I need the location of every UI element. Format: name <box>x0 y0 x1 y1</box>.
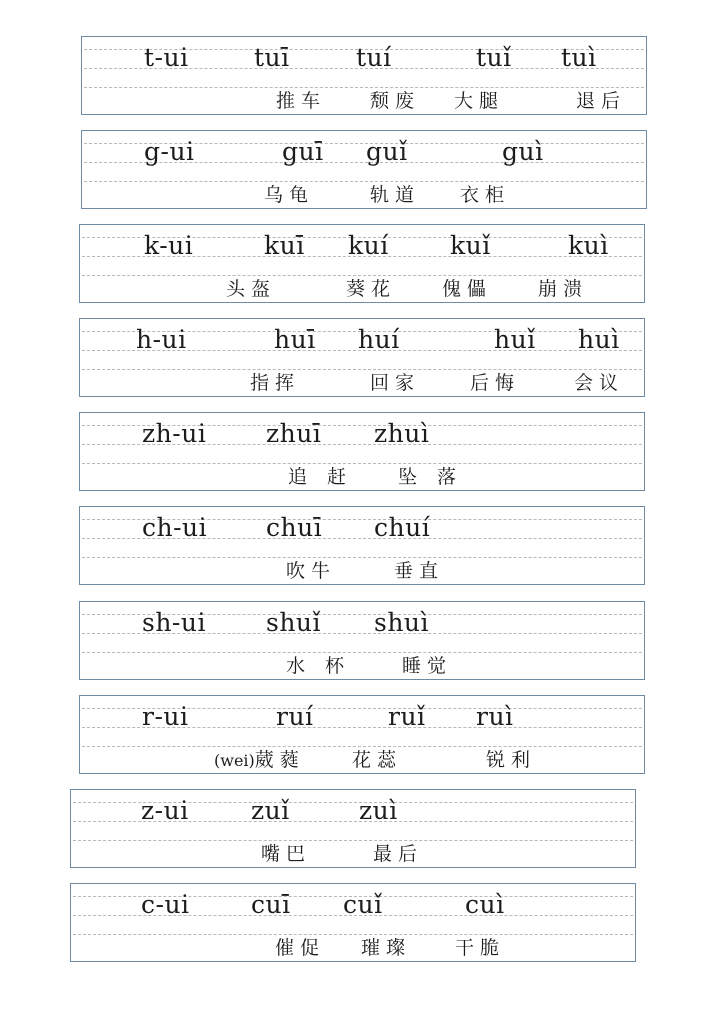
word-2: 葵花 <box>346 278 397 300</box>
word-1: 头盔 <box>226 278 277 300</box>
syllable-label: sh-ui <box>142 608 206 637</box>
word-2: 垂直 <box>394 560 445 582</box>
guide-line <box>84 181 644 182</box>
pinyin-card-r-ui <box>79 695 645 774</box>
tone-3: cuì <box>465 890 505 919</box>
tone-3: ruì <box>476 702 514 731</box>
tone-2: cuǐ <box>343 890 383 919</box>
syllable-label: g-ui <box>144 137 195 166</box>
word-2: 最后 <box>373 843 424 865</box>
word-2: 颓废 <box>370 90 421 112</box>
tone-1: cuī <box>251 890 291 919</box>
syllable-label: t-ui <box>144 43 189 72</box>
word-1-prefix: (wei) <box>214 751 255 770</box>
pinyin-card-zh-ui <box>79 412 645 491</box>
word-3: 傀儡 <box>442 278 493 300</box>
pinyin-card-c-ui <box>70 883 636 962</box>
guide-line <box>82 463 642 464</box>
tone-1: chuī <box>266 513 323 542</box>
word-1: 催促 <box>275 937 326 959</box>
pinyin-card-h-ui <box>79 318 645 397</box>
tone-2: zhuì <box>374 419 430 448</box>
word-3: 衣柜 <box>460 184 511 206</box>
tone-1: huī <box>274 325 316 354</box>
word-2: 璀璨 <box>361 937 412 959</box>
syllable-label: h-ui <box>136 325 187 354</box>
syllable-label: k-ui <box>144 231 194 260</box>
word-2: 花蕊 <box>352 749 403 771</box>
syllable-label: z-ui <box>141 796 189 825</box>
tone-3: huǐ <box>494 325 536 354</box>
tone-2: shuì <box>374 608 430 637</box>
tone-2: chuí <box>374 513 431 542</box>
word-3: 干脆 <box>455 937 506 959</box>
guide-line <box>84 87 644 88</box>
word-3: 大腿 <box>454 90 505 112</box>
syllable-label: r-ui <box>142 702 189 731</box>
word-3: 锐利 <box>486 749 537 771</box>
guide-line <box>82 746 642 747</box>
word-1: 乌龟 <box>264 184 315 206</box>
pinyin-card-g-ui <box>81 130 647 209</box>
word-4: 崩溃 <box>538 278 589 300</box>
tone-4: kuì <box>568 231 609 260</box>
tone-2: ruǐ <box>388 702 426 731</box>
guide-line <box>82 275 642 276</box>
word-1: 追赶 <box>288 466 367 488</box>
word-3: 后悔 <box>470 372 521 394</box>
word-1: 嘴巴 <box>261 843 312 865</box>
word-4: 退后 <box>576 90 627 112</box>
tone-1: tuī <box>254 43 290 72</box>
tone-2: guǐ <box>366 137 408 166</box>
word-2: 睡觉 <box>402 655 453 677</box>
tone-1: guī <box>282 137 324 166</box>
guide-line <box>82 652 642 653</box>
syllable-label: c-ui <box>141 890 190 919</box>
syllable-label: zh-ui <box>142 419 207 448</box>
guide-line <box>82 557 642 558</box>
tone-2: kuí <box>348 231 389 260</box>
pinyin-card-t-ui <box>81 36 647 115</box>
tone-3: tuǐ <box>476 43 512 72</box>
tone-4: tuì <box>561 43 597 72</box>
word-1-text: 葳蕤 <box>254 749 305 771</box>
pinyin-card-ch-ui <box>79 506 645 585</box>
guide-line <box>73 934 633 935</box>
tone-2: tuí <box>356 43 392 72</box>
tone-1: zuǐ <box>251 796 290 825</box>
word-2: 坠落 <box>398 466 477 488</box>
word-1: 吹牛 <box>286 560 337 582</box>
word-2: 轨道 <box>370 184 421 206</box>
syllable-label: ch-ui <box>142 513 208 542</box>
word-4: 会议 <box>574 372 625 394</box>
word-1: 推车 <box>276 90 327 112</box>
word-2: 回家 <box>370 372 421 394</box>
tone-1: zhuī <box>266 419 322 448</box>
tone-1: shuǐ <box>266 608 322 637</box>
tone-3: kuǐ <box>450 231 491 260</box>
word-1: 指挥 <box>250 372 301 394</box>
tone-1: kuī <box>264 231 305 260</box>
pinyin-card-sh-ui <box>79 601 645 680</box>
tone-2: zuì <box>359 796 398 825</box>
tone-1: ruí <box>276 702 314 731</box>
pinyin-card-k-ui <box>79 224 645 303</box>
tone-3: guì <box>502 137 544 166</box>
guide-line <box>82 369 642 370</box>
tone-4: huì <box>578 325 620 354</box>
word-1 <box>214 748 305 773</box>
pinyin-card-z-ui <box>70 789 636 868</box>
guide-line <box>73 840 633 841</box>
word-1: 水杯 <box>286 655 365 677</box>
tone-2: huí <box>358 325 400 354</box>
